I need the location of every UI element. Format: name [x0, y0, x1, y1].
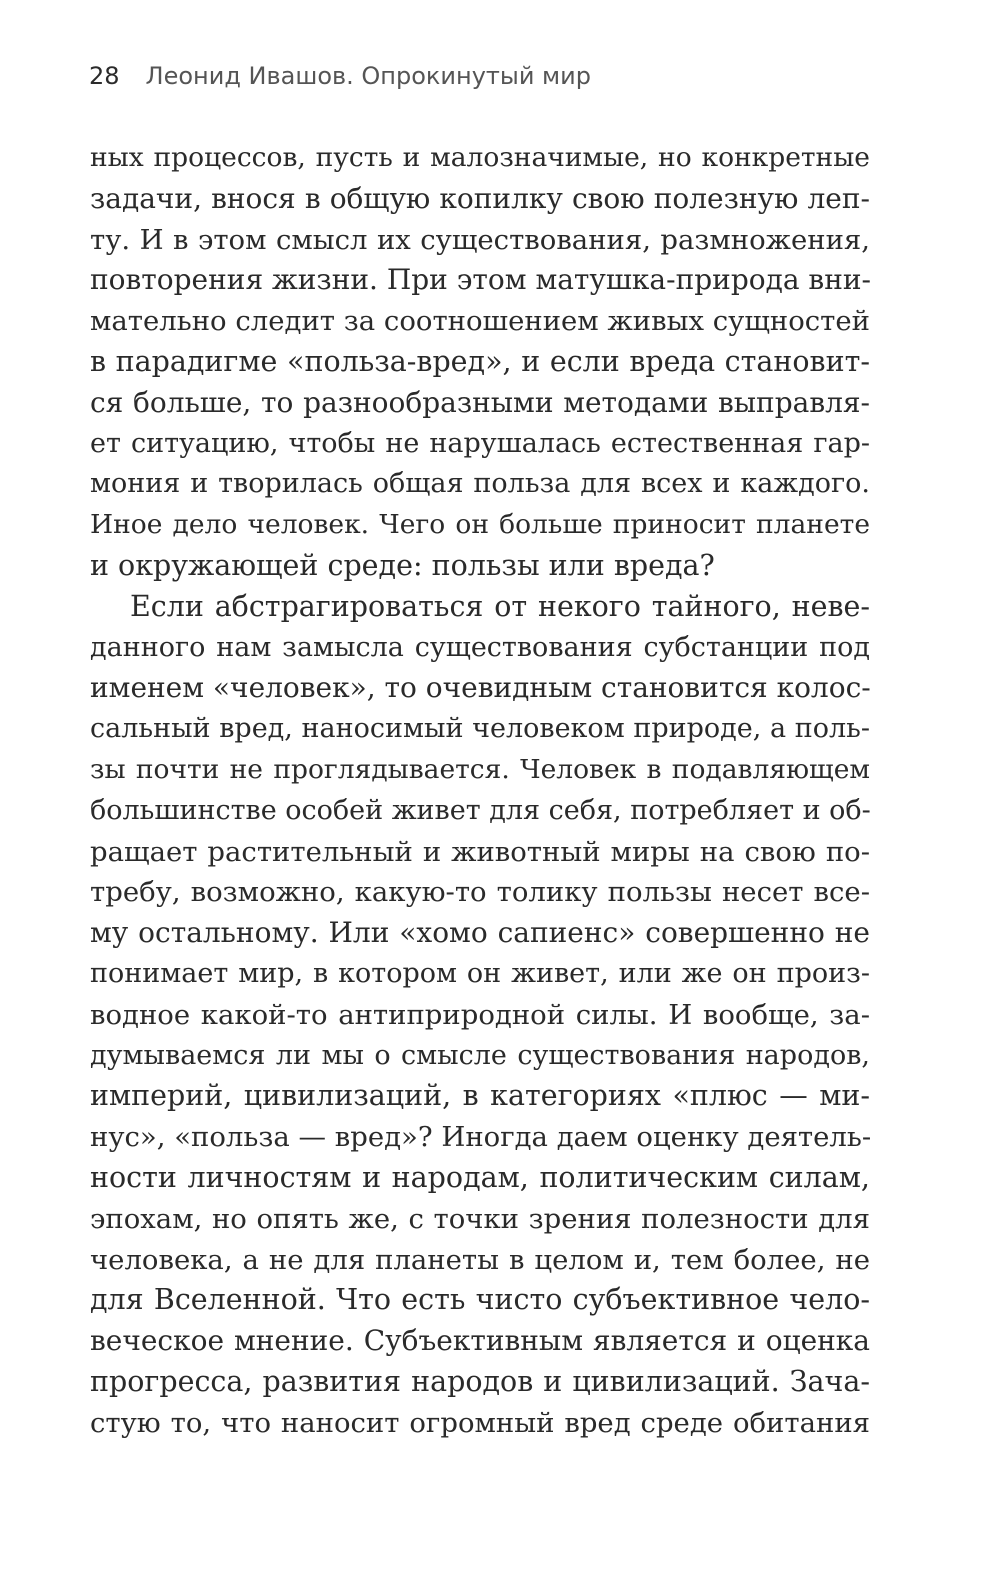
text-line: стую то, что наносит огромный вред среде обитания: [90, 1406, 870, 1439]
text-line: ся больше, то разнообразными методами выправля-: [90, 385, 870, 419]
page-number: 28: [89, 62, 120, 90]
text-line: большинстве особей живет для себя, потребляет и об-: [90, 794, 871, 826]
text-line: нус», «польза — вред»? Иногда даем оценку деятель-: [90, 1121, 872, 1154]
running-head: [89, 62, 591, 102]
text-line: для Вселенной. Что есть чисто субъективное чело-: [90, 1283, 870, 1317]
text-line: ных процессов, пусть и малозначимые, но конкретные: [90, 142, 870, 173]
text-line: в парадигме «польза-вред», и если вреда становит-: [90, 344, 870, 378]
paragraph-end-line: и окружающей среде: пользы или вреда?: [90, 548, 715, 582]
text-line: именем «человек», то очевидным становится колос-: [90, 671, 871, 705]
text-line: Иное дело человек. Чего он больше приносит планете: [90, 509, 870, 541]
text-line: повторения жизни. При этом матушка-природа вни-: [90, 263, 871, 297]
text-line: ращает растительный и животный миры на свою по-: [90, 835, 870, 868]
text-line: эпохам, но опять же, с точки зрения полезности для: [90, 1202, 870, 1235]
text-line: понимает мир, в котором он живет, или же он произ-: [90, 957, 870, 989]
text-line: веческое мнение. Субъективным является и оценка: [90, 1324, 870, 1358]
text-line: сальный вред, наносимый человеком природе, а поль-: [90, 713, 870, 745]
body-text: [90, 138, 870, 1444]
text-line: водное какой-то антиприродной силы. И вообще, за-: [90, 998, 870, 1031]
text-line: человека, а не для планеты в целом и, тем более, не: [90, 1243, 870, 1276]
text-line: ности личностям и народам, политическим силам,: [90, 1160, 870, 1194]
text-line: прогресса, развития народов и цивилизаций. Зача-: [90, 1364, 870, 1398]
text-line: мония и творилась общая польза для всех и каждого.: [90, 468, 870, 500]
text-line: данного нам замысла существования субстанции под: [90, 631, 870, 663]
text-line: мательно следит за соотношением живых сущностей: [90, 305, 870, 338]
text-line: зы почти не проглядывается. Человек в подавляющем: [90, 753, 870, 785]
text-line: задачи, внося в общую копилку свою полезную леп-: [90, 181, 870, 215]
text-line: требу, возможно, какую-то толику пользы несет все-: [90, 876, 870, 909]
text-line: му остальному. Или «хомо сапиенс» совершенно не: [90, 916, 870, 950]
paragraph-first-line: Если абстрагироваться от некого тайного, неве-: [130, 589, 870, 623]
running-title: Леонид Ивашов. Опрокинутый мир: [145, 62, 591, 90]
text-line: думываемся ли мы о смысле существования народов,: [90, 1039, 870, 1071]
text-line: ет ситуацию, чтобы не нарушалась естественная гар-: [90, 427, 870, 459]
text-line: ту. И в этом смысл их существования, размножения,: [90, 223, 870, 256]
text-line: империй, цивилизаций, в категориях «плюс — ми-: [90, 1079, 870, 1113]
